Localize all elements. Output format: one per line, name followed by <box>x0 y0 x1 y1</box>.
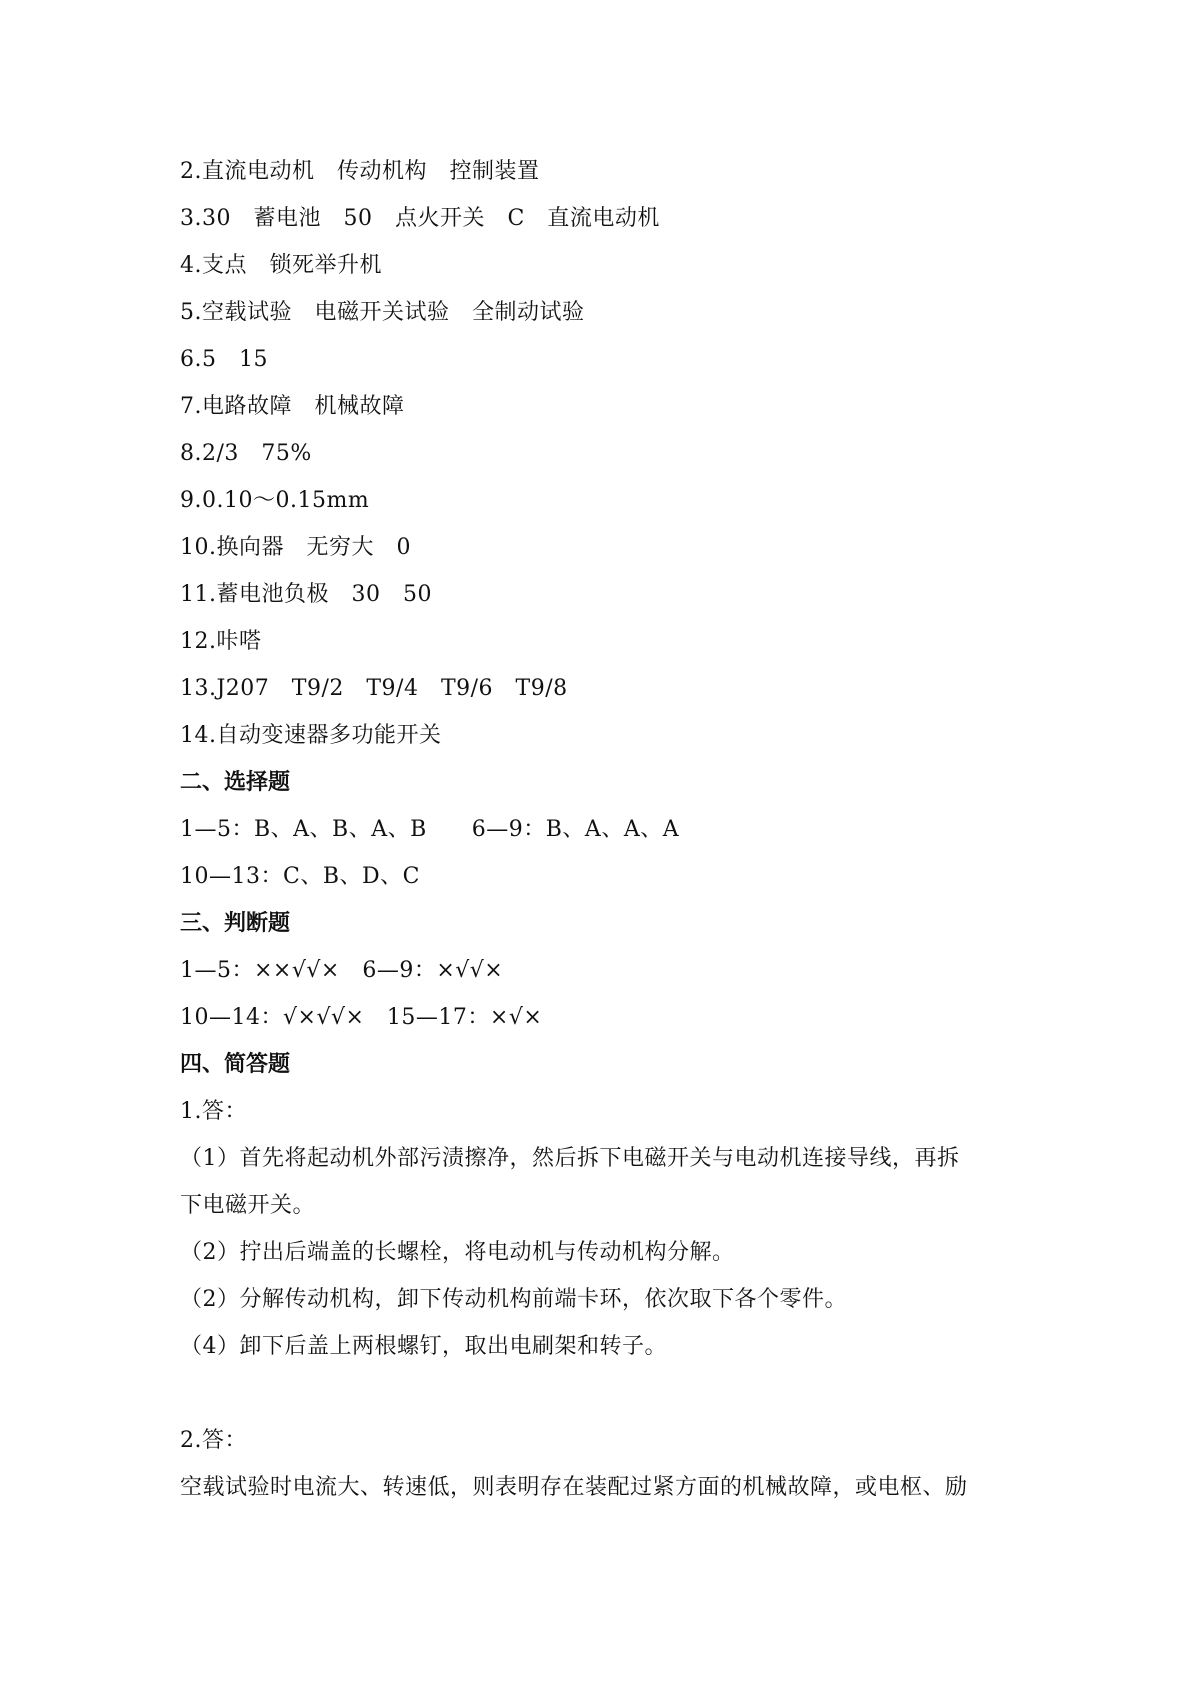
section-short-answer <box>180 1041 1020 1511</box>
short-answer-1 <box>180 1088 1020 1370</box>
fill-answer-13: 13.J207 T9/2 T9/4 T9/6 T9/8 <box>180 676 568 701</box>
section-heading-judgement: 三、判断题 <box>180 911 291 936</box>
fill-answer-2: 2.直流电动机 传动机构 控制装置 <box>180 159 540 184</box>
fill-answer-12: 12.咔嗒 <box>180 629 262 654</box>
judgement-answers-line: 10—14：√×√√× 15—17：×√× <box>180 1005 543 1030</box>
answer-text-line: （2）拧出后端盖的长螺栓，将电动机与传动机构分解。 <box>180 1240 735 1265</box>
fill-answer-6: 6.5 15 <box>180 347 268 372</box>
fill-answer-5: 5.空载试验 电磁开关试验 全制动试验 <box>180 300 585 325</box>
fill-answer-7: 7.电路故障 机械故障 <box>180 394 405 419</box>
fill-answer-4: 4.支点 锁死举升机 <box>180 253 382 278</box>
fill-answer-11: 11.蓄电池负极 30 50 <box>180 582 432 607</box>
fill-answer-14: 14.自动变速器多功能开关 <box>180 723 442 748</box>
blank-spacer <box>180 1370 1020 1417</box>
answer-label: 1.答： <box>180 1099 247 1124</box>
answer-text-line: （4）卸下后盖上两根螺钉，取出电刷架和转子。 <box>180 1334 667 1359</box>
answer-key-content <box>180 148 1020 1511</box>
fill-answer-8: 8.2/3 75% <box>180 441 312 466</box>
fill-answer-3: 3.30 蓄电池 50 点火开关 C 直流电动机 <box>180 206 660 231</box>
choice-answers-line: 10—13：C、B、D、C <box>180 864 420 889</box>
short-answer-2 <box>180 1417 1020 1511</box>
section-heading-short-answer: 四、简答题 <box>180 1052 291 1077</box>
section-multiple-choice <box>180 759 1020 900</box>
section-heading-choice: 二、选择题 <box>180 770 291 795</box>
choice-answers-line: 1—5：B、A、B、A、B 6—9：B、A、A、A <box>180 817 680 842</box>
answer-label: 2.答： <box>180 1428 247 1453</box>
answer-text-line: 下电磁开关。 <box>180 1193 316 1218</box>
answer-text-line: 空载试验时电流大、转速低，则表明存在装配过紧方面的机械故障，或电枢、励 <box>180 1475 968 1500</box>
section-true-false <box>180 900 1020 1041</box>
answer-text-line: （1）首先将起动机外部污渍擦净，然后拆下电磁开关与电动机连接导线，再拆 <box>180 1146 960 1171</box>
fill-in-answers <box>180 148 1020 759</box>
fill-answer-10: 10.换向器 无穷大 0 <box>180 535 411 560</box>
fill-answer-9: 9.0.10～0.15mm <box>180 488 370 513</box>
answer-text-line: （2）分解传动机构，卸下传动机构前端卡环，依次取下各个零件。 <box>180 1287 847 1312</box>
judgement-answers-line: 1—5：××√√× 6—9：×√√× <box>180 958 504 983</box>
